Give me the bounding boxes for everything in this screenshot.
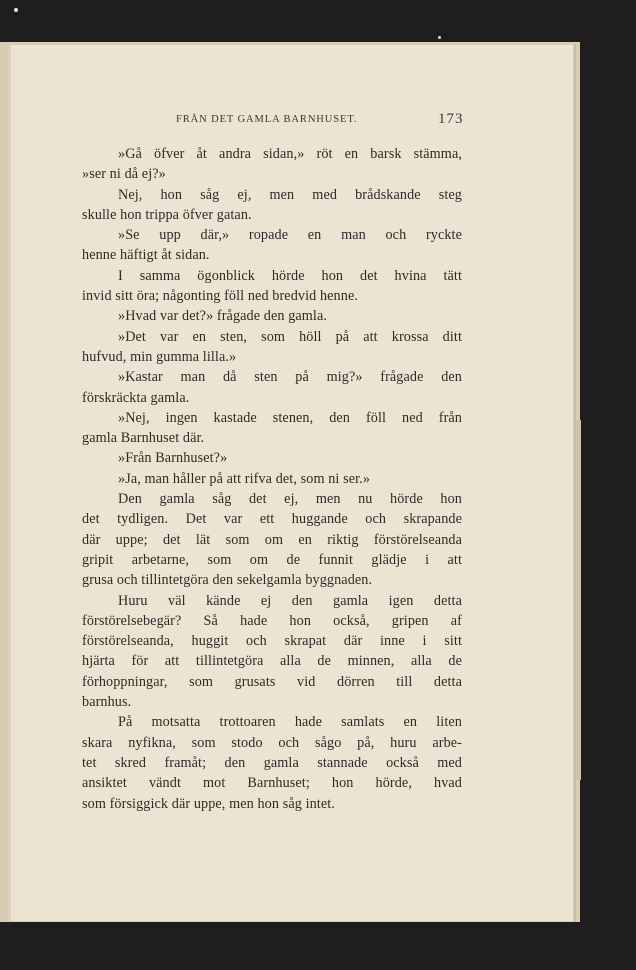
paragraph xyxy=(82,367,462,408)
text-line: barnhus. xyxy=(82,694,132,711)
running-head xyxy=(8,111,574,130)
text-line: »Från Barnhuset?» xyxy=(118,450,228,467)
text-line: där uppe; det lät som om en riktig förstörelseanda xyxy=(82,531,462,548)
body-text xyxy=(82,144,462,814)
book-page xyxy=(8,44,574,922)
text-line: som försiggick där uppe, men hon såg intet. xyxy=(82,795,335,812)
paragraph xyxy=(82,408,462,449)
text-line: »Det var en sten, som höll på att krossa ditt xyxy=(118,328,462,345)
text-line: »Ja, man håller på att rifva det, som ni ser.» xyxy=(118,470,371,487)
text-line: »Se upp där,» ropade en man och ryckte xyxy=(118,227,462,244)
paragraph xyxy=(82,489,462,590)
text-line: grusa och tillintetgöra den sekelgamla byggnaden. xyxy=(82,572,373,589)
text-line: det tydligen. Det var ett huggande och skrapande xyxy=(82,511,462,528)
text-line: förhoppningar, som grusats vid dörren till detta xyxy=(82,673,462,690)
text-line: skara nyfikna, som stodo och sågo på, huru arbe- xyxy=(82,734,462,751)
text-line: På motsatta trottoaren hade samlats en liten xyxy=(118,714,462,731)
text-line: tet skred framåt; den gamla stannade också med xyxy=(82,754,462,771)
page-edge xyxy=(8,44,11,922)
text-line: I samma ögonblick hörde hon det hvina tätt xyxy=(118,267,462,284)
text-line: gamla Barnhuset där. xyxy=(82,430,205,447)
page-number: 173 xyxy=(438,111,464,127)
text-line: invid sitt öra; någonting föll ned bredvid henne. xyxy=(82,288,358,305)
text-line: hufvud, min gumma lilla.» xyxy=(82,348,237,365)
text-line: förstörelsebegär? Så hade hon också, gripen af xyxy=(82,612,462,629)
text-line: »ser ni då ej?» xyxy=(82,166,166,183)
running-title: FRÅN DET GAMLA BARNHUSET. xyxy=(176,114,358,125)
paragraph xyxy=(82,266,462,307)
paragraph xyxy=(82,144,462,185)
text-line: »Kastar man då sten på mig?» frågade den xyxy=(118,369,462,386)
text-line: Nej, hon såg ej, men med brådskande steg xyxy=(118,186,462,203)
paragraph xyxy=(82,591,462,713)
dust-speck xyxy=(438,36,441,39)
paragraph xyxy=(82,185,462,226)
paragraph xyxy=(82,448,462,468)
paragraph xyxy=(82,306,462,326)
text-line: hjärta för att tillintetgöra alla de minnen, alla de xyxy=(82,653,462,670)
text-line: skulle hon trippa öfver gatan. xyxy=(82,206,252,223)
text-line: »Hvad var det?» frågade den gamla. xyxy=(118,308,328,325)
dust-speck xyxy=(14,8,18,12)
text-line: ansiktet vändt mot Barnhuset; hon hörde, hvad xyxy=(82,775,462,792)
text-line: henne häftigt åt sidan. xyxy=(82,247,210,264)
text-line: Huru väl kände ej den gamla igen detta xyxy=(118,592,462,609)
text-line: »Gå öfver åt andra sidan,» röt en barsk stämma, xyxy=(118,146,462,162)
text-line: »Nej, ingen kastade stenen, den föll ned från xyxy=(118,409,462,426)
text-line: förskräckta gamla. xyxy=(82,389,190,406)
paragraph xyxy=(82,712,462,813)
text-line: gripit arbetarne, som om de funnit glädje i att xyxy=(82,551,462,568)
paragraph xyxy=(82,327,462,368)
text-line: förstörelseanda, huggit och skrapat där inne i sitt xyxy=(82,633,462,650)
text-line: Den gamla såg det ej, men nu hörde hon xyxy=(118,491,462,508)
paragraph xyxy=(82,225,462,266)
paragraph xyxy=(82,469,462,489)
